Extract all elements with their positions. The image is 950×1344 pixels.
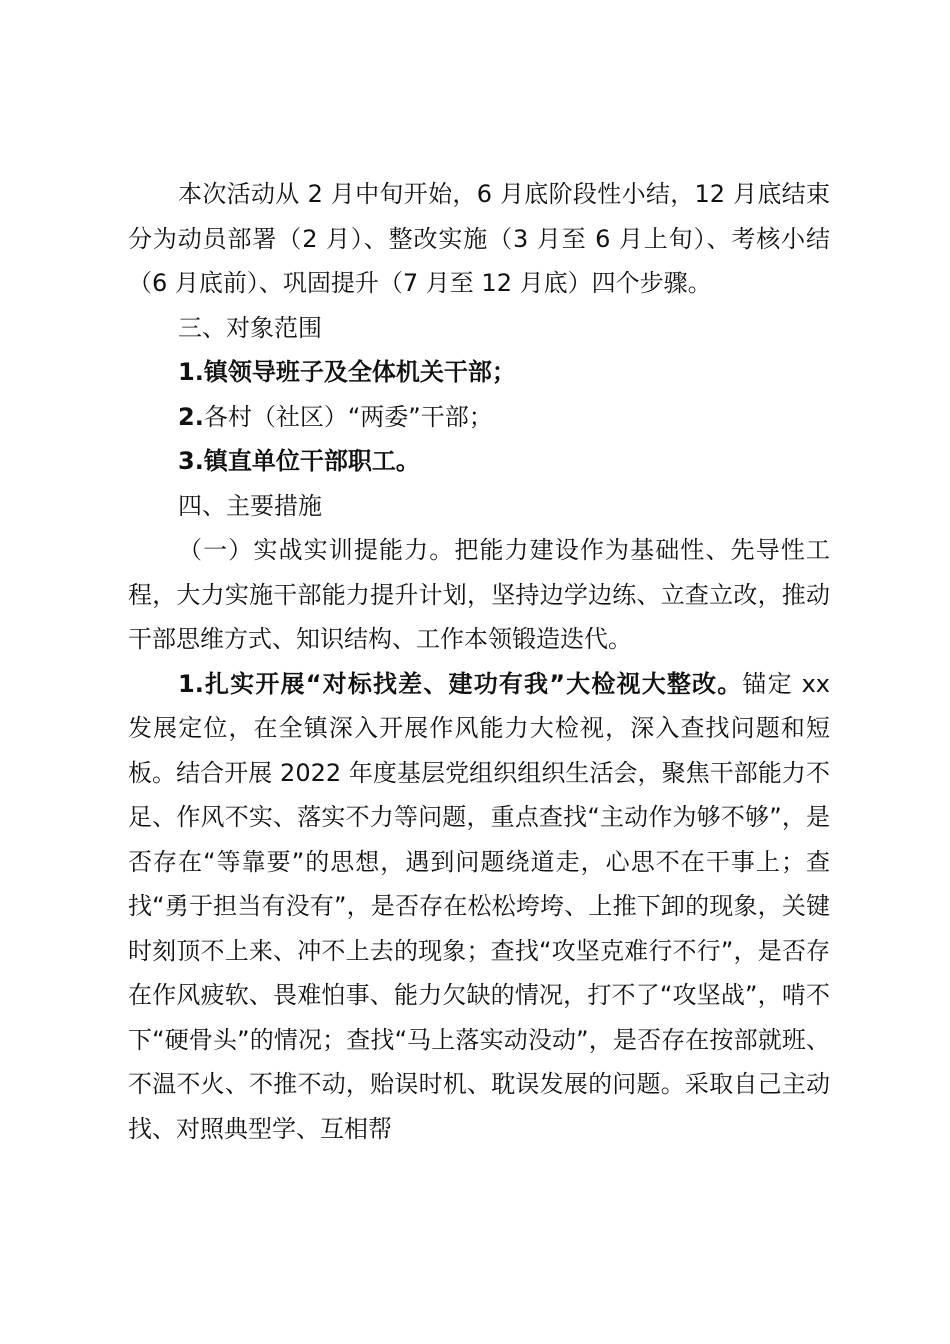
scope-item-2 [128,395,830,440]
paragraph-measure-1-1 [128,662,830,1152]
scope-item-2-number: 2. [178,402,204,431]
measure-1-1-text: 锚定 xx 发展定位，在全镇深入开展作风能力大检视，深入查找问题和短板。结合开展 2022 年度基层党组织组织生活会，聚焦干部能力不足、作风不实、落实不力等问题，重点查找“主动作为够不够”，是否存在“等靠要”的思想，遇到问题绕道走，心思不在干事上；查找“勇于担当有没有”，是否存在松松垮垮、上推下卸的现象，关键时刻顶不上来、冲不上去的现象；查找“攻坚克难行不行”，是否存在作风疲软、畏难怕事、能力欠缺的情况，打不了“攻坚战”，啃不下“硬骨头”的情况；查找“马上落实动没动”，是否存在按部就班、不温不火、不推不动，贻误时机、耽误发展的问题。采取自己主动找、对照典型学、互相帮 [128,669,830,1143]
paragraph-schedule: 本次活动从 2 月中旬开始，6 月底阶段性小结，12 月底结束分为动员部署（2 月）、整改实施（3 月至 6 月上旬）、考核小结（6 月底前）、巩固提升（7 月至 12 月底）四个步骤。 [128,180,830,297]
scope-item-3: 3.镇直单位干部职工。 [178,447,420,475]
scope-item-2-text: 各村（社区）“两委”干部； [203,402,493,431]
paragraph-measure-1: （一）实战实训提能力。把能力建设作为基础性、先导性工程，大力实施干部能力提升计划，坚持边学边练、立查立改，推动干部思维方式、知识结构、工作本领锻造迭代。 [128,536,830,653]
scope-item-1: 1.镇领导班子及全体机关干部； [178,358,516,386]
heading-measures: 四、主要措施 [178,491,322,520]
heading-scope: 三、对象范围 [178,313,322,342]
document-body [128,172,830,1151]
measure-1-1-title: 1.扎实开展“对标找差、建功有我”大检视大整改。 [178,669,743,698]
